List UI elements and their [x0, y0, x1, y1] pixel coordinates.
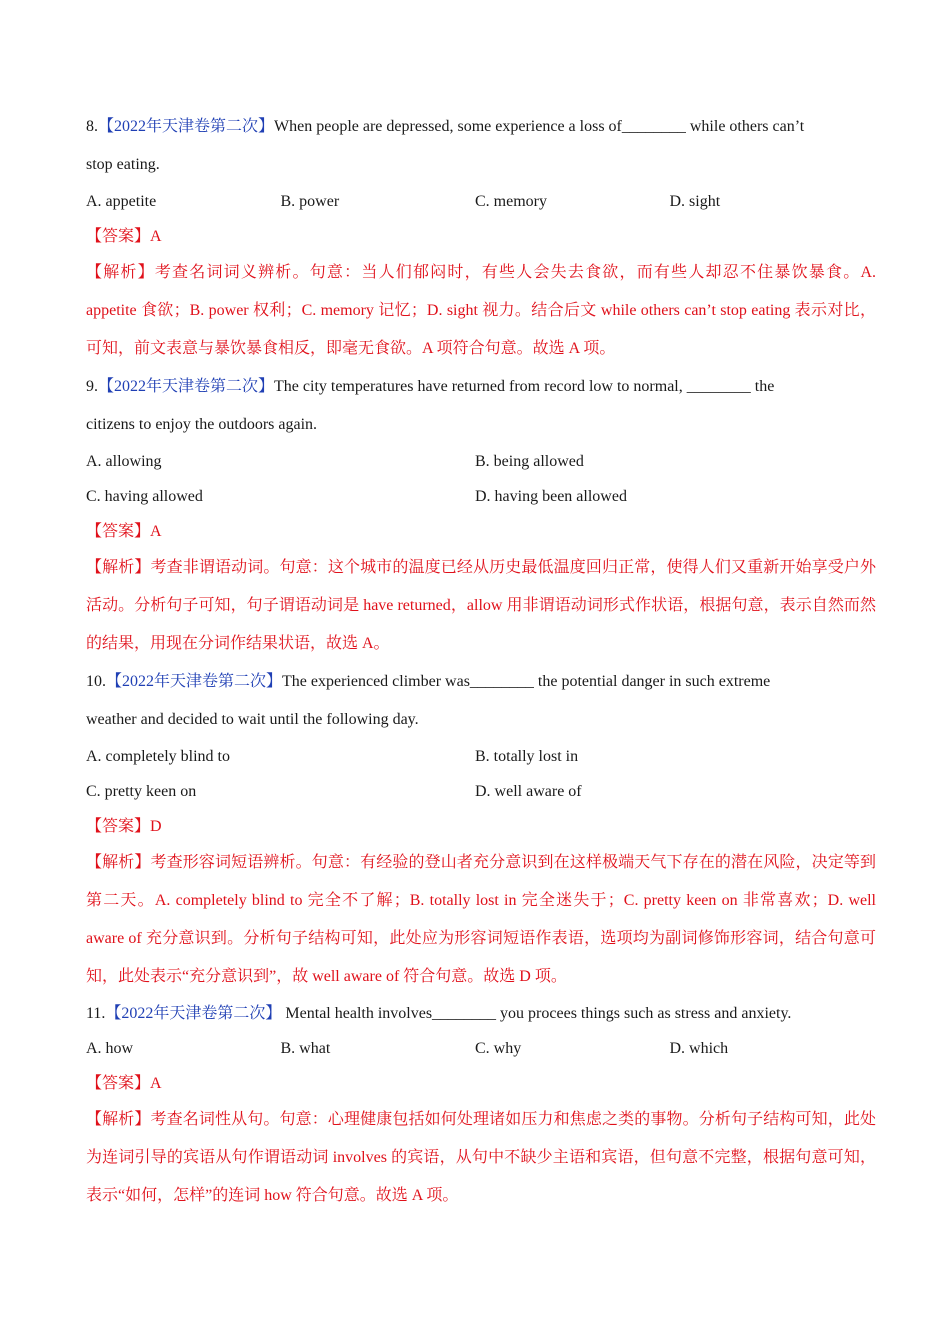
option-row [86, 184, 876, 219]
question-source: 【2022年天津卷第二次】 [98, 118, 275, 135]
analysis: 【解析】考查名词词义辨析。句意：当人们郁闷时，有些人会失去食欲，而有些人却忍不住暴饮暴食。A. appetite 食欲；B. power 权利；C. memory 记忆；D. sight 视力。结合后文 while others can’t stop eating 表示对比，可知，前文表意与暴饮暴食相反，即毫无食欲。A 项符合句意。故选 A 项。 [86, 264, 876, 357]
option-b: B. being allowed [475, 453, 584, 470]
option-c: C. having allowed [86, 488, 203, 505]
answer: 【答案】A [86, 1075, 162, 1092]
question-stem [86, 368, 876, 406]
option-c: C. pretty keen on [86, 783, 197, 800]
answer: 【答案】A [86, 228, 162, 245]
option-b: B. totally lost in [475, 748, 579, 765]
analysis: 【解析】考查形容词短语辨析。句意：有经验的登山者充分意识到在这样极端天气下存在的潜在风险，决定等到第二天。A. completely blind to 完全不了解；B. totally lost in 完全迷失于；C. pretty keen on 非常喜欢；D. well aware of 充分意识到。分析句子结构可知，此处应为形容词短语作表语，选项均为副词修饰形容词，结合句意可知，此处表示“充分意识到”，故 well aware of 符合句意。故选 D 项。 [86, 854, 876, 985]
option-d: D. well aware of [475, 783, 582, 800]
analysis: 【解析】考查非谓语动词。句意：这个城市的温度已经从历史最低温度回归正常，使得人们又重新开始享受户外活动。分析句子可知，句子谓语动词是 have returned，allow 用非谓语动词形式作状语，根据句意，表示自然而然的结果，用现在分词作结果状语，故选 A。 [86, 559, 876, 652]
question-stem [86, 996, 876, 1031]
question-stem [86, 108, 876, 146]
question-8 [86, 108, 876, 368]
question-text: The experienced climber was________ the potential danger in such extreme [282, 673, 771, 690]
document-page [86, 108, 876, 1215]
option-d: D. sight [669, 193, 721, 210]
option-c: C. why [475, 1040, 522, 1057]
option-row [86, 444, 876, 479]
question-text: When people are depressed, some experience a loss of________ while others can’t [274, 118, 805, 135]
question-text: Mental health involves________ you procees things such as stress and anxiety. [281, 1005, 792, 1022]
question-9 [86, 368, 876, 663]
question-number: 10. [86, 673, 106, 690]
question-source: 【2022年天津卷第二次】 [106, 673, 283, 690]
question-number: 11. [86, 1005, 106, 1022]
analysis: 【解析】考查名词性从句。句意：心理健康包括如何处理诸如压力和焦虑之类的事物。分析句子结构可知，此处为连词引导的宾语从句作谓语动词 involves 的宾语，从句中不缺少主语和宾语，但句意不完整，根据句意可知，表示“如何，怎样”的连词 how 符合句意。故选 A 项。 [86, 1111, 876, 1204]
option-b: B. power [280, 193, 340, 210]
option-a: A. completely blind to [86, 748, 230, 765]
question-source: 【2022年天津卷第二次】 [105, 1005, 282, 1022]
question-text-continued: weather and decided to wait until the following day. [86, 711, 419, 728]
question-source: 【2022年天津卷第二次】 [98, 378, 275, 395]
question-11 [86, 996, 876, 1215]
option-d: D. having been allowed [475, 488, 627, 505]
question-text-continued: citizens to enjoy the outdoors again. [86, 416, 318, 433]
question-number: 8. [86, 118, 98, 135]
answer: 【答案】D [86, 818, 162, 835]
option-a: A. how [86, 1040, 134, 1057]
option-row [86, 479, 876, 514]
question-number: 9. [86, 378, 98, 395]
question-text-continued: stop eating. [86, 156, 160, 173]
option-a: A. allowing [86, 453, 162, 470]
question-10 [86, 663, 876, 996]
question-text: The city temperatures have returned from record low to normal, ________ the [274, 378, 775, 395]
option-row [86, 1031, 876, 1066]
option-d: D. which [669, 1040, 729, 1057]
option-c: C. memory [475, 193, 547, 210]
answer: 【答案】A [86, 523, 162, 540]
question-stem [86, 663, 876, 701]
option-row [86, 774, 876, 809]
option-b: B. what [280, 1040, 331, 1057]
option-a: A. appetite [86, 193, 157, 210]
option-row [86, 739, 876, 774]
